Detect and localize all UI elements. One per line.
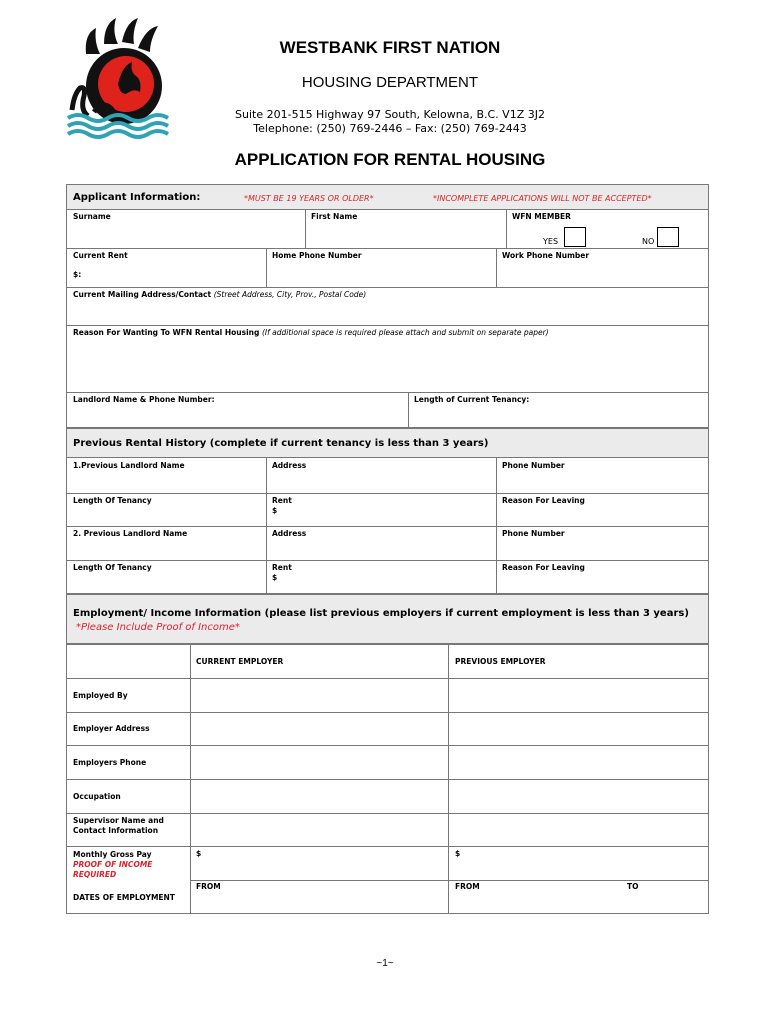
mailing-address-hint: (Street Address, City, Prov., Postal Code) — [213, 290, 367, 299]
current-pay-field[interactable] — [205, 848, 445, 878]
landlord-label: Landlord Name & Phone Number: — [73, 395, 215, 404]
current-employer-header: CURRENT EMPLOYER — [196, 657, 284, 666]
prev-rent-1-label: Rent — [272, 496, 292, 505]
supervisor-line-2: Contact Information — [73, 826, 159, 835]
phone-line: Telephone: (250) 769-2446 – Fax: (250) 769-2443 — [253, 122, 527, 135]
employer-address-label: Employer Address — [73, 724, 150, 733]
prev-address-2-label: Address — [272, 529, 307, 538]
org-name: WESTBANK FIRST NATION — [279, 38, 501, 57]
incomplete-notice: *INCOMPLETE APPLICATIONS WILL NOT BE ACCEPTED* — [433, 194, 652, 203]
first-name-label: First Name — [311, 212, 358, 221]
current-supervisor-field[interactable] — [193, 815, 445, 844]
employers-phone-label: Employers Phone — [73, 758, 147, 767]
prev-tenancy-2-label: Length Of Tenancy — [73, 563, 152, 572]
page-number: ~1~ — [376, 958, 394, 969]
home-phone-field[interactable] — [269, 262, 493, 284]
current-pay-dollar: $ — [196, 849, 202, 858]
work-phone-label: Work Phone Number — [502, 251, 590, 260]
employed-by-label: Employed By — [73, 691, 128, 700]
prev-address-2-field[interactable] — [269, 539, 493, 558]
previous-dates-field[interactable] — [451, 892, 706, 912]
supervisor-line-1: Supervisor Name and — [73, 816, 164, 825]
previous-pay-dollar: $ — [455, 849, 461, 858]
prev-landlord-1-label: 1.Previous Landlord Name — [73, 461, 185, 470]
dates-of-employment-label: DATES OF EMPLOYMENT — [73, 893, 175, 902]
previous-employed-by-field[interactable] — [451, 680, 706, 710]
current-rent-dollar: $: — [73, 270, 82, 279]
current-occupation-field[interactable] — [193, 781, 445, 811]
mailing-address-field[interactable] — [70, 300, 705, 323]
previous-employer-header: PREVIOUS EMPLOYER — [455, 657, 546, 666]
prev-address-1-field[interactable] — [269, 471, 493, 491]
current-employer-address-field[interactable] — [193, 714, 445, 743]
mailing-address-text: Current Mailing Address/Contact — [73, 290, 212, 299]
previous-to-label: TO — [627, 882, 639, 891]
employment-title: Employment/ Income Information (please list previous employers if current employment is less than 3 years) — [73, 608, 689, 619]
monthly-pay-label — [73, 850, 152, 880]
home-phone-label: Home Phone Number — [272, 251, 362, 260]
bear-paw-logo — [64, 14, 180, 140]
employment-header — [66, 594, 709, 644]
proof-of-income-note: *Please Include Proof of Income* — [76, 622, 240, 633]
address-line: Suite 201-515 Highway 97 South, Kelowna, B.C. V1Z 3J2 — [235, 108, 545, 121]
work-phone-field[interactable] — [499, 262, 705, 284]
prev-reason-2-label: Reason For Leaving — [502, 563, 585, 572]
reason-label — [73, 328, 549, 337]
department: HOUSING DEPARTMENT — [301, 74, 479, 91]
proof-required-line-2: REQUIRED — [73, 870, 117, 879]
no-label: NO — [642, 237, 655, 246]
previous-occupation-field[interactable] — [451, 781, 706, 811]
reason-text: Reason For Wanting To WFN Rental Housing — [73, 328, 260, 337]
yes-label: YES — [543, 237, 559, 246]
wfn-no-checkbox[interactable] — [657, 227, 679, 247]
occupation-label: Occupation — [73, 792, 121, 801]
surname-field[interactable] — [70, 222, 302, 246]
landlord-field[interactable] — [70, 405, 404, 425]
prev-phone-2-label: Phone Number — [502, 529, 565, 538]
current-employers-phone-field[interactable] — [193, 747, 445, 777]
current-rent-label: Current Rent — [73, 251, 128, 260]
prev-tenancy-1-label: Length Of Tenancy — [73, 496, 152, 505]
prev-phone-1-label: Phone Number — [502, 461, 565, 470]
previous-rental-title: Previous Rental History (complete if current tenancy is less than 3 years) — [73, 438, 489, 449]
previous-employers-phone-field[interactable] — [451, 747, 706, 777]
proof-required-line-1: PROOF OF INCOME — [73, 860, 153, 869]
org-address — [190, 108, 590, 136]
prev-rent-2-dollar: $ — [272, 573, 278, 582]
current-employed-by-field[interactable] — [193, 680, 445, 710]
first-name-field[interactable] — [308, 222, 503, 246]
previous-supervisor-field[interactable] — [451, 815, 706, 844]
mailing-address-label — [73, 290, 366, 299]
reason-field[interactable] — [70, 338, 705, 390]
prev-reason-1-label: Reason For Leaving — [502, 496, 585, 505]
wfn-member-label: WFN MEMBER — [512, 212, 571, 221]
current-from-label: FROM — [196, 882, 221, 891]
previous-pay-field[interactable] — [464, 848, 706, 878]
prev-address-1-label: Address — [272, 461, 307, 470]
prev-rent-1-dollar: $ — [272, 506, 278, 515]
prev-landlord-1-field[interactable] — [70, 471, 262, 491]
previous-employer-address-field[interactable] — [451, 714, 706, 743]
prev-landlord-2-field[interactable] — [70, 539, 262, 558]
surname-label: Surname — [73, 212, 111, 221]
reason-hint: (If additional space is required please attach and submit on separate paper) — [262, 328, 549, 337]
current-rent-field[interactable] — [84, 262, 262, 284]
prev-landlord-2-label: 2. Previous Landlord Name — [73, 529, 188, 538]
prev-phone-1-field[interactable] — [499, 471, 705, 491]
current-dates-field[interactable] — [193, 892, 445, 912]
tenancy-length-field[interactable] — [411, 405, 705, 425]
form-title: APPLICATION FOR RENTAL HOUSING — [234, 150, 546, 169]
tenancy-length-label: Length of Current Tenancy: — [414, 395, 530, 404]
wfn-yes-checkbox[interactable] — [564, 227, 586, 247]
monthly-pay-text: Monthly Gross Pay — [73, 850, 152, 859]
prev-rent-2-label: Rent — [272, 563, 292, 572]
previous-from-label: FROM — [455, 882, 480, 891]
prev-phone-2-field[interactable] — [499, 539, 705, 558]
age-notice: *MUST BE 19 YEARS OR OLDER* — [244, 194, 374, 203]
applicant-section-title: Applicant Information: — [73, 192, 201, 203]
supervisor-label — [73, 816, 164, 836]
